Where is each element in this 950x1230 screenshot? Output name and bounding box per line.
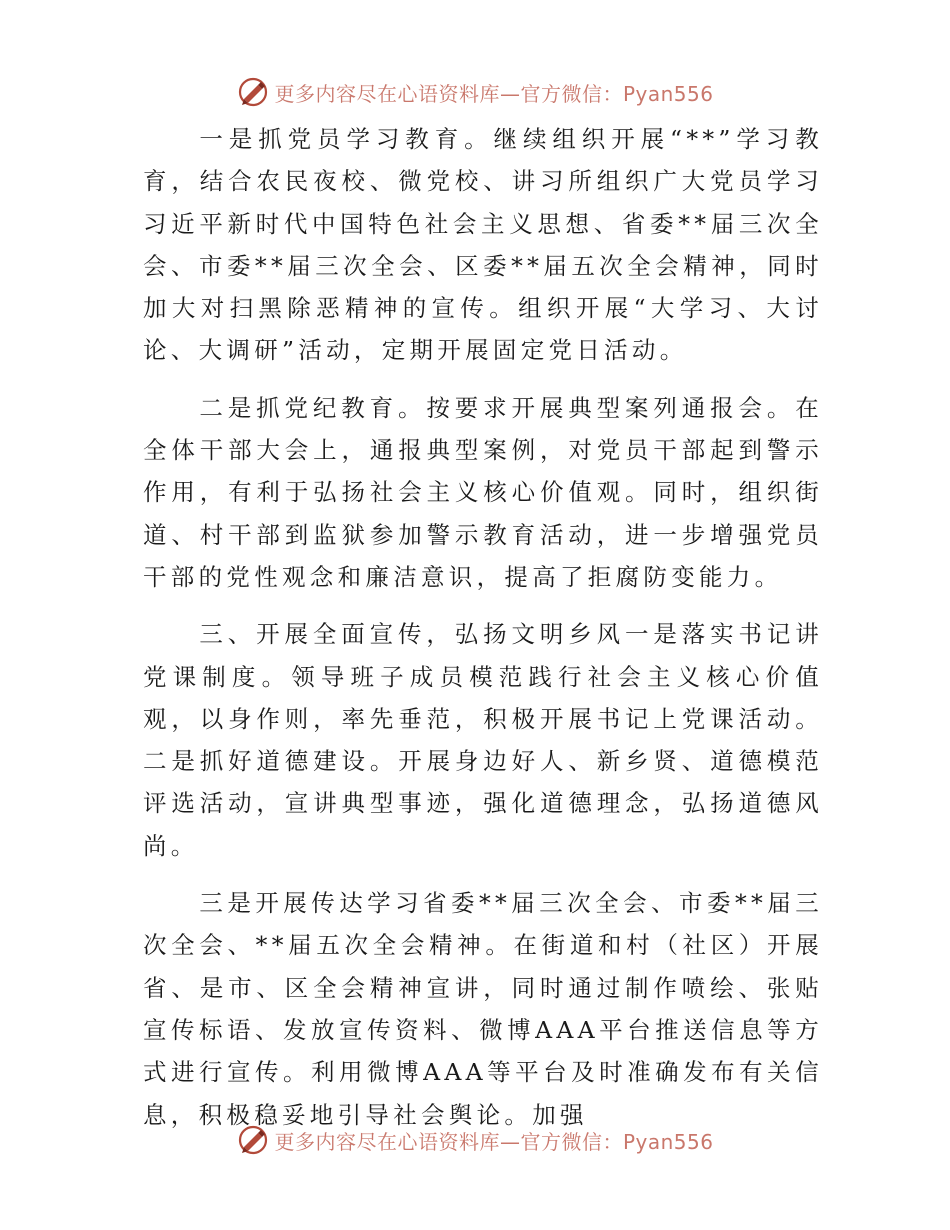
watermark-text: 更多内容尽在心语资料库—官方微信：Pyan556 <box>274 81 714 106</box>
document-body <box>143 118 823 1151</box>
pen-logo-icon <box>236 1123 270 1157</box>
pen-logo-icon <box>236 75 270 109</box>
paragraph-plenary-session-study: 三是开展传达学习省委**届三次全会、市委**届三次全会、**届五次全会精神。在街道和村（社区）开展省、是市、区全会精神宣讲，同时通过制作喷绘、张贴宣传标语、发放宣传资料、微博AAA平台推送信息等方式进行宣传。利用微博AAA等平台及时准确发布有关信息，积极稳妥地引导社会舆论。加强 <box>143 889 823 1129</box>
watermark-text: 更多内容尽在心语资料库—官方微信：Pyan556 <box>274 1129 714 1154</box>
footer-watermark <box>0 1120 950 1160</box>
paragraph-comprehensive-publicity: 三、开展全面宣传，弘扬文明乡风一是落实书记讲党课制度。领导班子成员模范践行社会主义核心价值观，以身作则，率先垂范，积极开展书记上党课活动。二是抓好道德建设。开展身边好人、新乡贤、道德模范评选活动，宣讲典型事迹，强化道德理念，弘扬道德风尚。 <box>143 620 823 860</box>
paragraph-party-member-education: 一是抓党员学习教育。继续组织开展“**”学习教育，结合农民夜校、微党校、讲习所组织广大党员学习习近平新时代中国特色社会主义思想、省委**届三次全会、市委**届三次全会、区委**届五次全会精神，同时加大对扫黑除恶精神的宣传。组织开展“大学习、大讨论、大调研”活动，定期开展固定党日活动。 <box>143 125 823 365</box>
paragraph-party-discipline-education: 二是抓党纪教育。按要求开展典型案列通报会。在全体干部大会上，通报典型案例，对党员干部起到警示作用，有利于弘扬社会主义核心价值观。同时，组织街道、村干部到监狱参加警示教育活动，进一步增强党员干部的党性观念和廉洁意识，提高了拒腐防变能力。 <box>143 393 823 591</box>
header-watermark <box>0 72 950 112</box>
